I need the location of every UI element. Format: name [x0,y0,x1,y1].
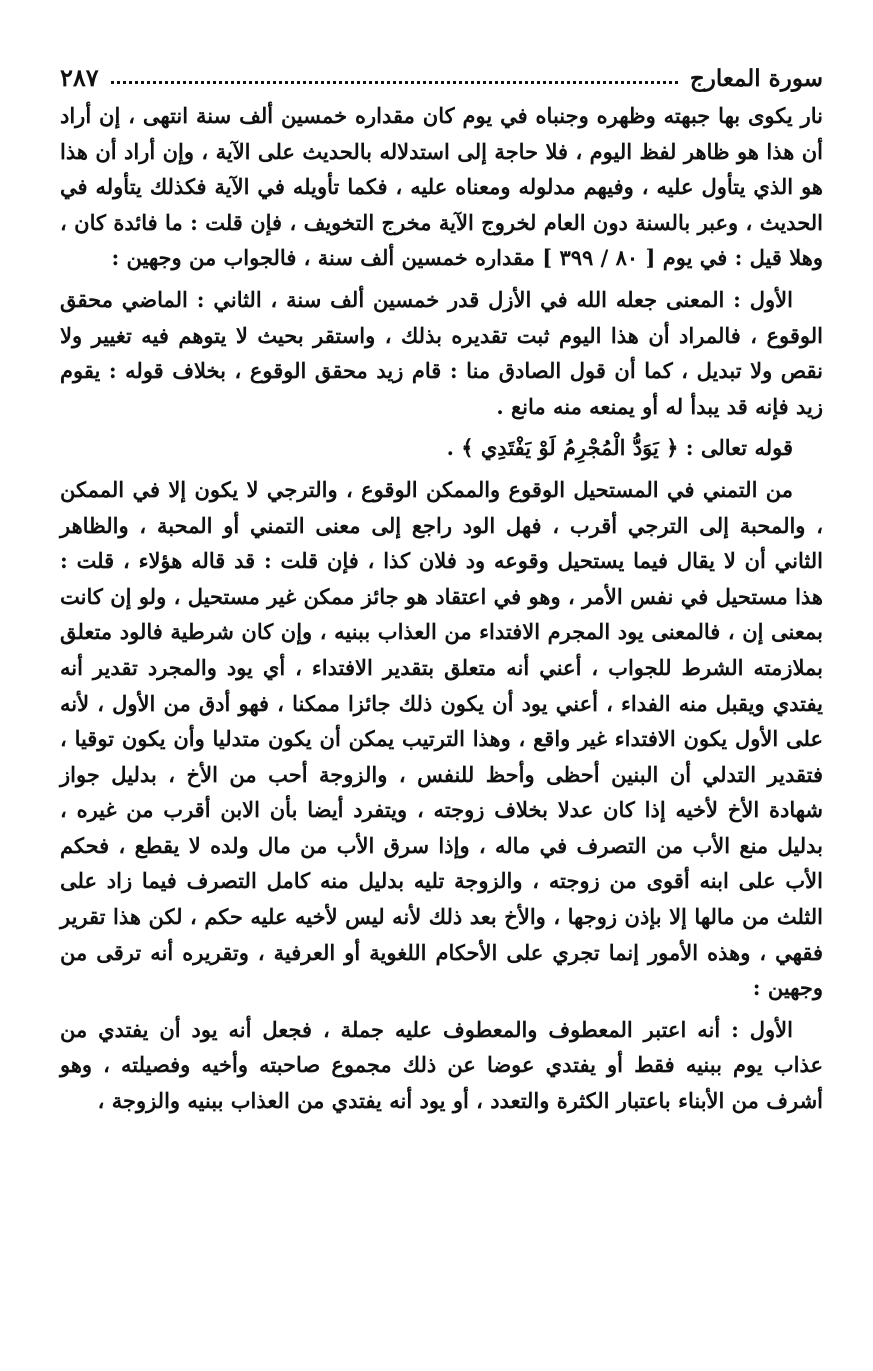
surah-title: سورة المعارج [689,65,823,92]
paragraph-2: الأول : المعنى جعله الله في الأزل قدر خمسين ألف سنة ، الثاني : الماضي محقق الوقوع ، فالمراد أن هذا اليوم ثبت تقديره بذلك ، واستقر بحيث لا يتوهم فيه تغيير ولا نقص ولا تبديل ، كما أن قول الصادق منا : قام زيد محقق الوقوع ، بخلاف قوله : يقوم زيد فإنه قد يبدأ له أو يمنعه منه مانع . [60,286,823,419]
paragraph-1: نار يكوى بها جبهته وظهره وجنباه في يوم كان مقداره خمسين ألف سنة انتهى ، إن أراد أن هذا هو ظاهر لفظ اليوم ، فلا حاجة إلى استدلاله بالحديث على الآية ، وإن أراد أن هذا هو الذي يتأول عليه ، وفيهم مدلوله ومعناه عليه ، فكما تأويله في الآية فكذلك يتأوله في الحديث ، وعبر بالسنة دون العام لخروج الآية مخرج التخويف ، فإن قلت : ما فائدة كان ، وهلا قيل : في يوم [ ٨٠ / ٣٩٩ ] مقداره خمسين ألف سنة ، فالجواب من وجهين : [60,103,823,271]
paragraph-5: الأول : أنه اعتبر المعطوف والمعطوف عليه جملة ، فجعل أنه يود أن يفتدي من عذاب يوم ببنيه فقط أو يفتدي عوضا عن ذلك مجموع صاحبته وأخيه وفصيلته ، وهو أشرف من الأبناء باعتبار الكثرة والتعدد ، أو يود أنه يفتدي من العذاب ببنيه والزوجة ، [60,1016,823,1114]
page-header [60,58,823,92]
page-number: ٢٨٧ [60,63,99,92]
page-body [60,98,823,1119]
paragraph-4: من التمني في المستحيل الوقوع والممكن الوقوع ، والترجي لا يكون إلا في الممكن ، والمحبة إلى الترجي أقرب ، فهل الود راجع إلى معنى التمني أو المحبة ، والظاهر الثاني أن لا يقال فيما يستحيل وقوعه ود فلان كذا ، فإن قلت : قد قاله هؤلاء ، قلت : هذا مستحيل في نفس الأمر ، وهو في اعتقاد هو جائز ممكن غير مستحيل ، ولو إن كانت بمعنى إن ، فالمعنى يود المجرم الافتداء من العذاب ببنيه ، وإن كان شرطية فالود متعلق بملازمته الشرط للجواب ، أعني أنه متعلق بتقدير الافتداء ، أي يود والمجرد تقدير أنه يفتدي ويقبل منه الفداء ، أعني يود أن يكون ذلك جائزا ممكنا ، فهو أدق من الأول ، لأنه على الأول يكون الافتداء غير واقع ، وهذا الترتيب يمكن أن يكون متدليا وأن يكون توقيا ، فتقدير التدلي أن البنين أحظى وأحظ للنفس ، والزوجة أحب من الأخ ، بدليل جواز شهادة الأخ لأخيه إذا كان عدلا بخلاف زوجته ، ويتفرد أيضا بأن الابن أقرب من غيره ، بدليل منع الأب من التصرف في ماله ، وإذا سرق الأب من مال ولده لا يقطع ، فحكم الأب على ابنه أقوى من زوجته ، والزوجة تليه بدليل منه كامل التصرف فيما زاد على الثلث من مالها إلا بإذن زوجها ، والأخ بعد ذلك لأنه ليس لأخيه عليه حكم ، لكن هذا تقرير فقهي ، وهذه الأمور إنما تجري على الأحكام اللغوية أو العرفية ، وتقريره أنه ترقى من وجهين : [60,476,824,1001]
paragraph-3-quran-verse: قوله تعالى : ﴿ يَوَدُّ الْمُجْرِمُ لَوْ يَفْتَدِي ﴾ . [446,435,793,461]
header-dotted-leader [111,81,678,84]
